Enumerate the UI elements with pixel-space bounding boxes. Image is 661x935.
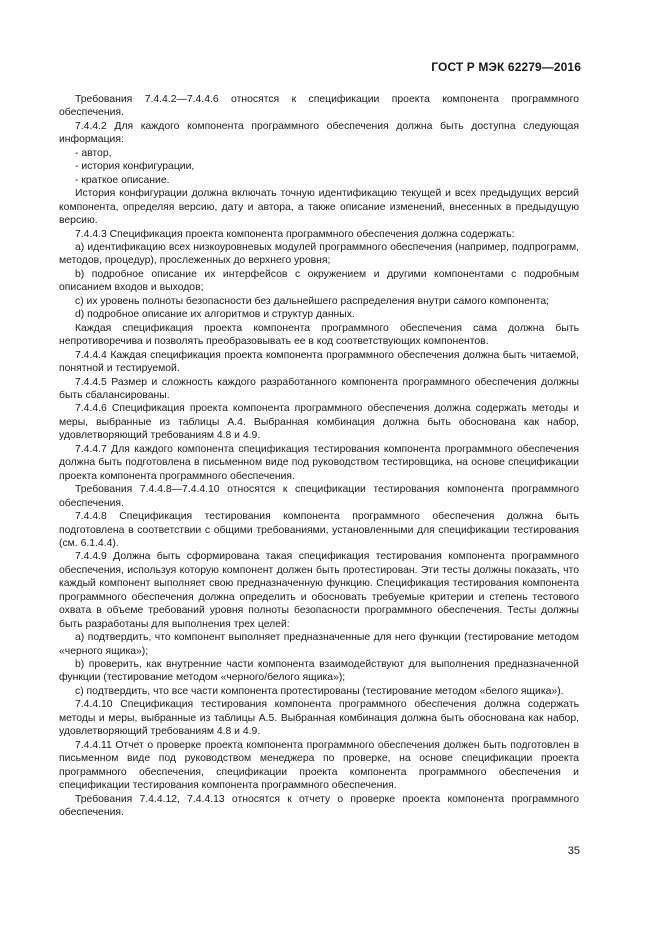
list-item: a) идентификацию всех низкоуровневых модулей программного обеспечения (например, подпрограмм, методов, процедур), прослеженных до верхнего уровня; bbox=[59, 241, 579, 267]
page-number: 35 bbox=[567, 845, 580, 857]
paragraph: История конфигурации должна включать точную идентификацию текущей и всех предыдущих версий компонента, определяя версию, дату и автора, а также описание изменений, внесенных в предыдущую версию. bbox=[59, 188, 579, 227]
list-item: d) подробное описание их алгоритмов и структур данных. bbox=[75, 309, 355, 321]
paragraph: Каждая спецификация проекта компонента программного обеспечения сама должна быть непротиворечива и позволять преобразовывать ее в код соответствующих компонентов. bbox=[59, 322, 579, 348]
paragraph: 7.4.4.9 Должна быть сформирована такая спецификация тестирования компонента программного обеспечения, используя которую компонент должен быть протестирован. Эти тесты должны показать, что каждый компонент выполняет свою предназначенную функцию. Спецификация тестирования компонента программного обеспечения должна определить и обосновать требуемые критерии и степень тестового охвата в объеме требований уровня полноты безопасности программного обеспечения. Тесты должны быть разработаны для выполнения трех целей: bbox=[59, 551, 579, 630]
paragraph: 7.4.4.3 Спецификация проекта компонента программного обеспечения должна содержать: bbox=[75, 228, 515, 240]
list-item: c) их уровень полноты безопасности без дальнейшего распределения внутри самого компонента; bbox=[75, 295, 549, 307]
document-id-header: ГОСТ Р МЭК 62279—2016 bbox=[431, 60, 581, 74]
list-item: b) подробное описание их интерфейсов с окружением и другими компонентами с подробным описанием входов и выходов; bbox=[59, 268, 579, 294]
paragraph: Требования 7.4.4.2—7.4.4.6 относятся к спецификации проекта компонента программного обеспечения. bbox=[59, 94, 579, 119]
list-item: a) подтвердить, что компонент выполняет предназначенные для него функции (тестирование методом «черного ящика»); bbox=[59, 632, 579, 657]
paragraph: Требования 7.4.4.12, 7.4.4.13 относятся к отчету о проверке проекта компонента программного обеспечения. bbox=[59, 793, 579, 819]
list-item: - краткое описание. bbox=[75, 174, 170, 186]
paragraph: 7.4.4.2 Для каждого компонента программного обеспечения должна быть доступна следующая информация: bbox=[59, 120, 579, 146]
paragraph: 7.4.4.6 Спецификация проекта компонента программного обеспечения должна содержать методы и меры, выбранные из таблицы А.4. Выбранная комбинация должна быть обоснована как набор, удовлетворяющий требованиям 4.8 и 4.9. bbox=[59, 403, 579, 442]
list-item: - автор, bbox=[75, 147, 112, 159]
document-body bbox=[59, 93, 579, 819]
paragraph: 7.4.4.7 Для каждого компонента спецификация тестирования компонента программного обеспечения должна быть подготовлена в письменном виде под руководством тестировщика, на основе спецификации проекта компонента программного обеспечения. bbox=[59, 443, 579, 482]
list-item: b) проверить, как внутренние части компонента взаимодействуют для выполнения предназначенной функции (тестирование методом «черного/белого ящика»); bbox=[59, 659, 579, 684]
paragraph: 7.4.4.4 Каждая спецификация проекта компонента программного обеспечения должна быть читаемой, понятной и тестируемой. bbox=[59, 349, 579, 375]
paragraph: 7.4.4.8 Спецификация тестирования компонента программного обеспечения должна быть подготовлена в соответствии с общими требованиями, установленными для спецификации тестирования (см. 6.1.4.4). bbox=[59, 511, 579, 549]
paragraph: 7.4.4.5 Размер и сложность каждого разработанного компонента программного обеспечения должны быть сбалансированы. bbox=[59, 376, 579, 401]
list-item: c) подтвердить, что все части компонента протестированы (тестирование методом «белого ящика»). bbox=[75, 685, 564, 697]
paragraph: Требования 7.4.4.8—7.4.4.10 относятся к спецификации тестирования компонента программного обеспечения. bbox=[59, 484, 579, 509]
list-item: - история конфигурации, bbox=[75, 161, 195, 173]
paragraph: 7.4.4.11 Отчет о проверке проекта компонента программного обеспечения должен быть подготовлен в письменном виде под руководством менеджера по проверке, на основе спецификации проекта программного обеспечения, спецификации проекта компонента программного обеспечения и спецификации тестирования компонента программного обеспечения. bbox=[59, 739, 579, 792]
paragraph: 7.4.4.10 Спецификация тестирования компонента программного обеспечения должна содержать методы и меры, выбранные из таблицы А.5. Выбранная комбинация должна быть обоснована как набор, удовлетворяющий требованиям 4.8 и 4.9. bbox=[59, 699, 579, 738]
